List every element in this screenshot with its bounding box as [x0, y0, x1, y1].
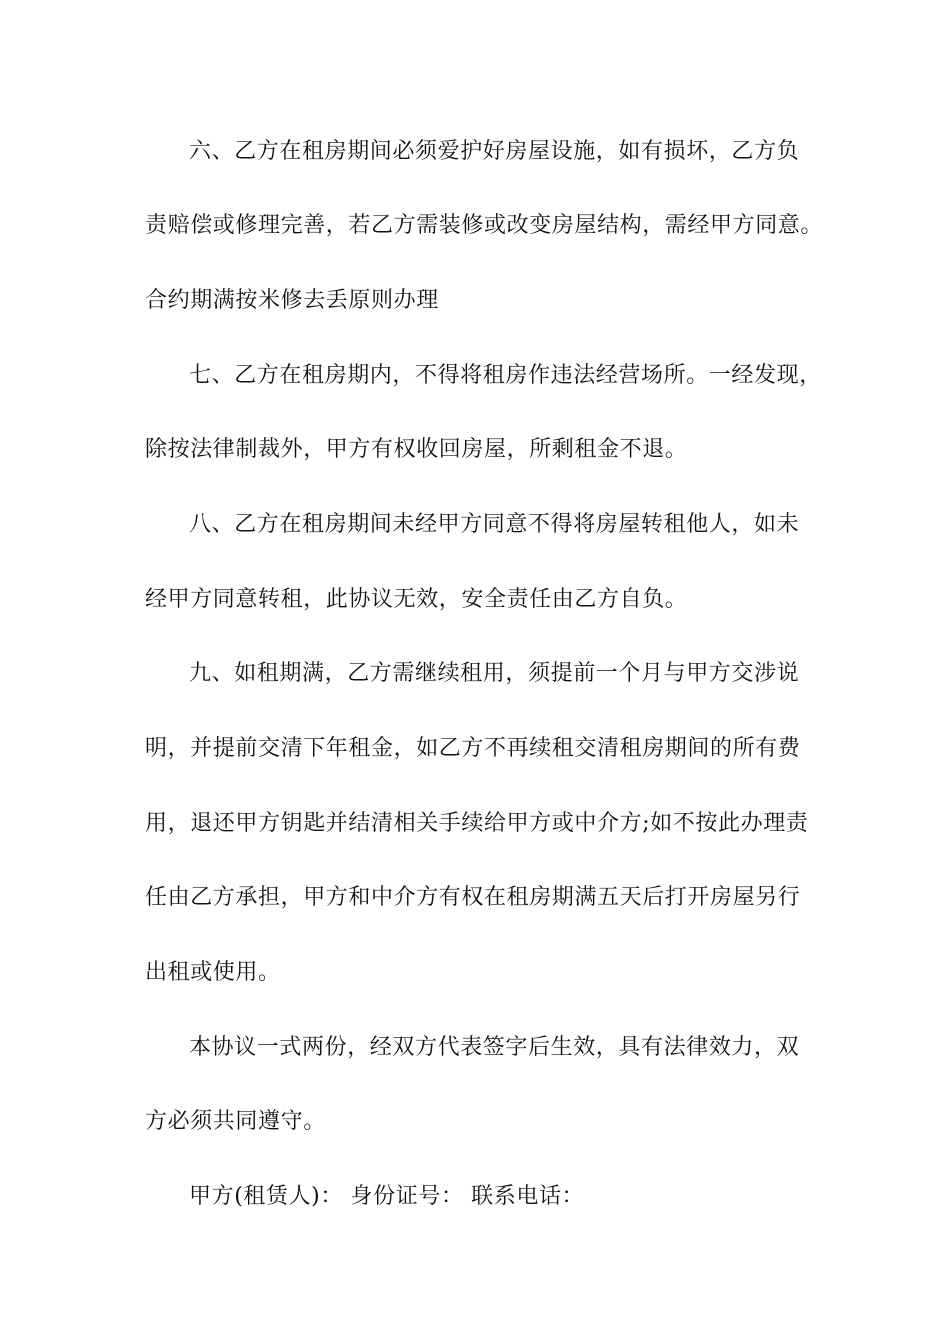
clause-9-line-1: 九、如租期满，乙方需继续租用，须提前一个月与甲方交涉说 [189, 661, 800, 686]
clause-7-line-1: 七、乙方在租房期内，不得将租房作违法经营场所。一经发现， [189, 363, 822, 388]
clause-6-line-2: 责赔偿或修理完善，若乙方需装修或改变房屋结构，需经甲方同意。 [145, 213, 824, 238]
agreement-line-1: 本协议一式两份，经双方代表签字后生效，具有法律效力，双 [189, 1035, 800, 1060]
clause-9-line-5: 出租或使用。 [145, 960, 281, 985]
clause-7-line-2: 除按法律制裁外，甲方有权收回房屋，所剩租金不退。 [145, 437, 688, 462]
clause-9-line-2: 明，并提前交清下年租金，如乙方不再续租交清租房期间的所有费 [145, 736, 801, 761]
clause-9-line-3: 用，退还甲方钥匙并结清相关手续给甲方或中介方;如不按此办理责 [145, 811, 809, 836]
clause-8-line-1: 八、乙方在租房期间未经甲方同意不得将房屋转租他人，如未 [189, 512, 800, 537]
clause-8-line-2: 经甲方同意转租，此协议无效，安全责任由乙方自负。 [145, 587, 688, 612]
clause-6-line-1: 六、乙方在租房期间必须爱护好房屋设施，如有损坏，乙方负 [189, 139, 800, 164]
clause-6-line-3: 合约期满按米修去丢原则办理 [145, 288, 439, 313]
party-a-signature-line: 甲方(租赁人)： 身份证号： 联系电话： [189, 1184, 585, 1209]
agreement-line-2: 方必须共同遵守。 [145, 1109, 326, 1134]
clause-9-line-4: 任由乙方承担，甲方和中介方有权在租房期满五天后打开房屋另行 [145, 885, 801, 910]
